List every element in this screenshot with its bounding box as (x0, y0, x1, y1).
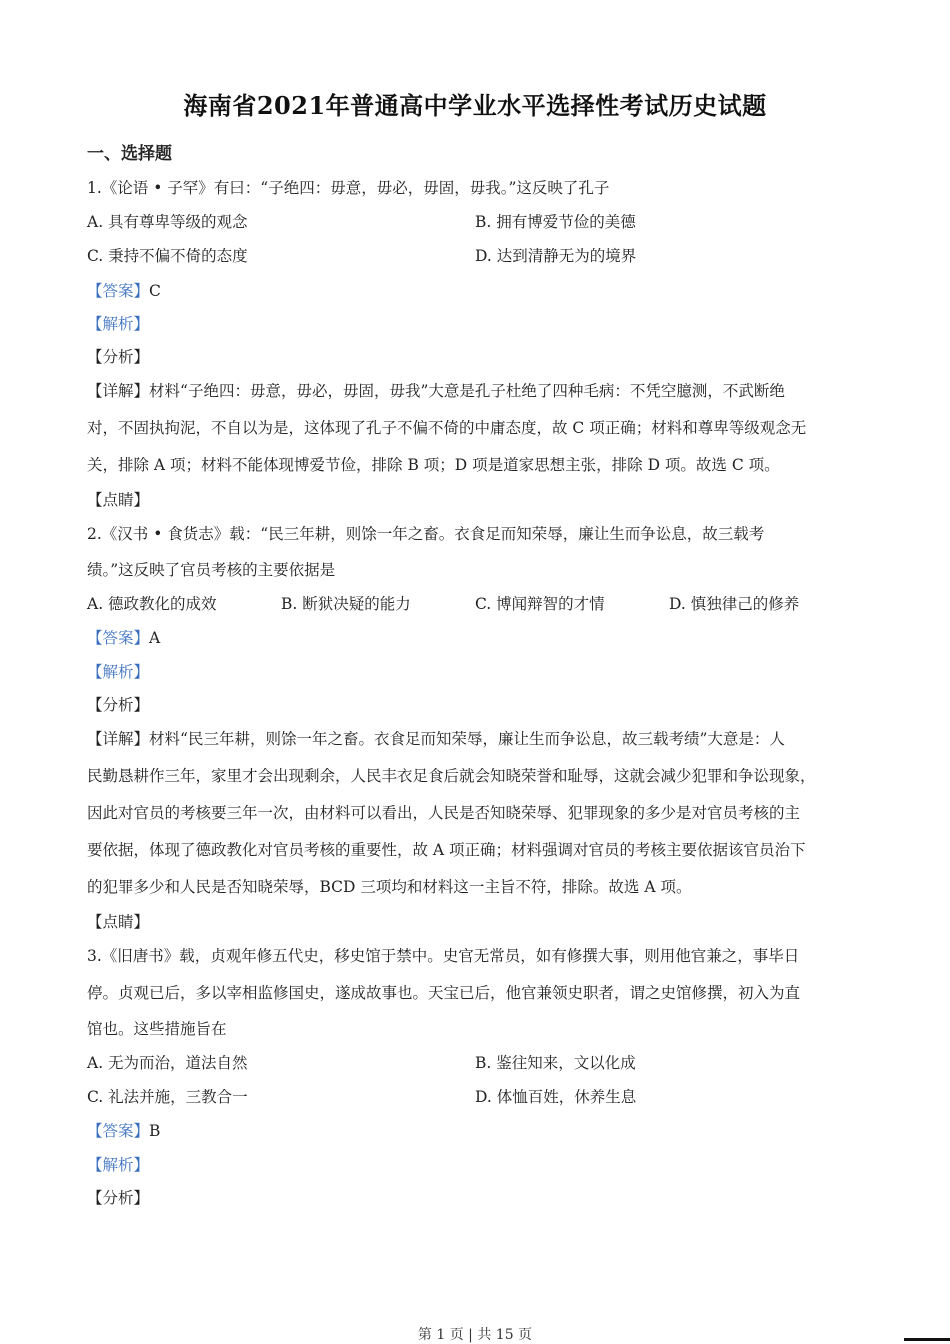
q2-option-d: D. 慎独律己的修养 (669, 595, 800, 613)
q3-stem-line-3: 馆也。这些措施旨在 (87, 1020, 227, 1038)
q1-option-a: A. 具有尊卑等级的观念 (87, 213, 248, 231)
q1-analysis-tag: 【解析】 (87, 315, 150, 333)
q2-answer-tag: 【答案】 (87, 629, 150, 647)
corner-mark (904, 1338, 950, 1341)
q1-answer-tag: 【答案】 (87, 282, 150, 300)
q2-detail-tag: 【详解】 (87, 730, 150, 748)
q2-answer: A (149, 629, 161, 647)
q3-options-row-1 (87, 1053, 636, 1073)
q1-dianjing-tag: 【点睛】 (87, 491, 150, 509)
q2-detail-line-3: 因此对官员的考核要三年一次，由材料可以看出，人民是否知晓荣辱、犯罪现象的多少是对官员考核的主 (87, 804, 801, 822)
page-footer: 第 1 页 | 共 15 页 (417, 1327, 533, 1343)
q1-detail-tag: 【详解】 (87, 382, 150, 400)
q3-fenxi-tag: 【分析】 (87, 1189, 150, 1207)
q3-answer-line (87, 1121, 160, 1141)
q2-detail-line-5: 的犯罪多少和人民是否知晓荣辱，BCD 三项均和材料这一主旨不符，排除。故选 A 项。 (87, 878, 692, 896)
q2-detail-text-1: 材料“民三年耕，则馀一年之畜。衣食足而知荣辱，廉让生而争讼息，故三载考绩”大意是：人 (149, 730, 785, 748)
q3-answer-tag: 【答案】 (87, 1122, 150, 1140)
q1-answer: C (149, 282, 161, 300)
q3-option-b: B. 鉴往知来，文以化成 (475, 1054, 636, 1072)
q1-options-row-1 (87, 212, 636, 232)
q2-fenxi-tag: 【分析】 (87, 696, 150, 714)
q3-stem-line-2: 停。贞观已后，多以宰相监修国史，遂成故事也。天宝已后，他官兼领史职者，谓之史馆修撰，初入为直 (87, 984, 801, 1002)
q1-detail-text-1: 材料“子绝四：毋意，毋必，毋固，毋我”大意是孔子杜绝了四种毛病：不凭空臆测，不武断绝 (149, 382, 785, 400)
page-title: 海南省2021年普通高中学业水平选择性考试历史试题 (183, 91, 767, 120)
q2-detail-line-4: 要依据，体现了德政教化对官员考核的重要性，故 A 项正确；材料强调对官员的考核主要依据该官员治下 (87, 841, 806, 859)
q2-dianjing-tag: 【点睛】 (87, 913, 150, 931)
q2-stem-line-2: 绩。”这反映了官员考核的主要依据是 (87, 561, 336, 579)
q3-option-a: A. 无为而治，道法自然 (87, 1054, 248, 1072)
q2-detail-line-2: 民勤恳耕作三年，家里才会出现剩余，人民丰衣足食后就会知晓荣誉和耻辱，这就会减少犯罪和争讼现象， (87, 767, 816, 785)
q2-detail-line-1 (87, 729, 785, 749)
q1-detail-line-1 (87, 381, 785, 401)
q1-fenxi-tag: 【分析】 (87, 348, 150, 366)
section-heading: 一、选择题 (87, 144, 172, 164)
q3-option-c: C. 礼法并施，三教合一 (87, 1088, 248, 1106)
q3-option-d: D. 体恤百姓，休养生息 (475, 1088, 637, 1106)
q2-answer-line (87, 628, 160, 648)
q2-option-b: B. 断狱决疑的能力 (281, 595, 411, 613)
q1-detail-line-2: 对，不固执拘泥，不自以为是，这体现了孔子不偏不倚的中庸态度，故 C 项正确；材料和尊卑等级观念无 (87, 419, 807, 437)
q3-options-row-2 (87, 1087, 637, 1107)
q3-stem-line-1: 3.《旧唐书》载，贞观年修五代史，移史馆于禁中。史官无常员，如有修撰大事，则用他官兼之，事毕日 (87, 947, 800, 965)
q2-option-a: A. 德政教化的成效 (87, 595, 217, 613)
q1-answer-line (87, 281, 161, 301)
q2-analysis-tag: 【解析】 (87, 663, 150, 681)
q1-option-d: D. 达到清静无为的境界 (475, 247, 637, 265)
q1-option-c: C. 秉持不偏不倚的态度 (87, 247, 248, 265)
q2-stem-line-1: 2.《汉书 • 食货志》载：“民三年耕，则馀一年之畜。衣食足而知荣辱，廉让生而争讼息，故三载考 (87, 525, 765, 543)
q3-analysis-tag: 【解析】 (87, 1156, 150, 1174)
q2-option-c: C. 博闻辩智的才情 (475, 595, 605, 613)
q2-options-row (87, 594, 800, 614)
q1-options-row-2 (87, 246, 637, 266)
q1-detail-line-3: 关，排除 A 项；材料不能体现博爱节俭，排除 B 项；D 项是道家思想主张，排除 D 项。故选 C 项。 (87, 456, 780, 474)
q1-stem: 1.《论语 • 子罕》有曰：“子绝四：毋意，毋必，毋固，毋我。”这反映了孔子 (87, 179, 610, 197)
q1-option-b: B. 拥有博爱节俭的美德 (475, 213, 636, 231)
q3-answer: B (149, 1122, 161, 1140)
